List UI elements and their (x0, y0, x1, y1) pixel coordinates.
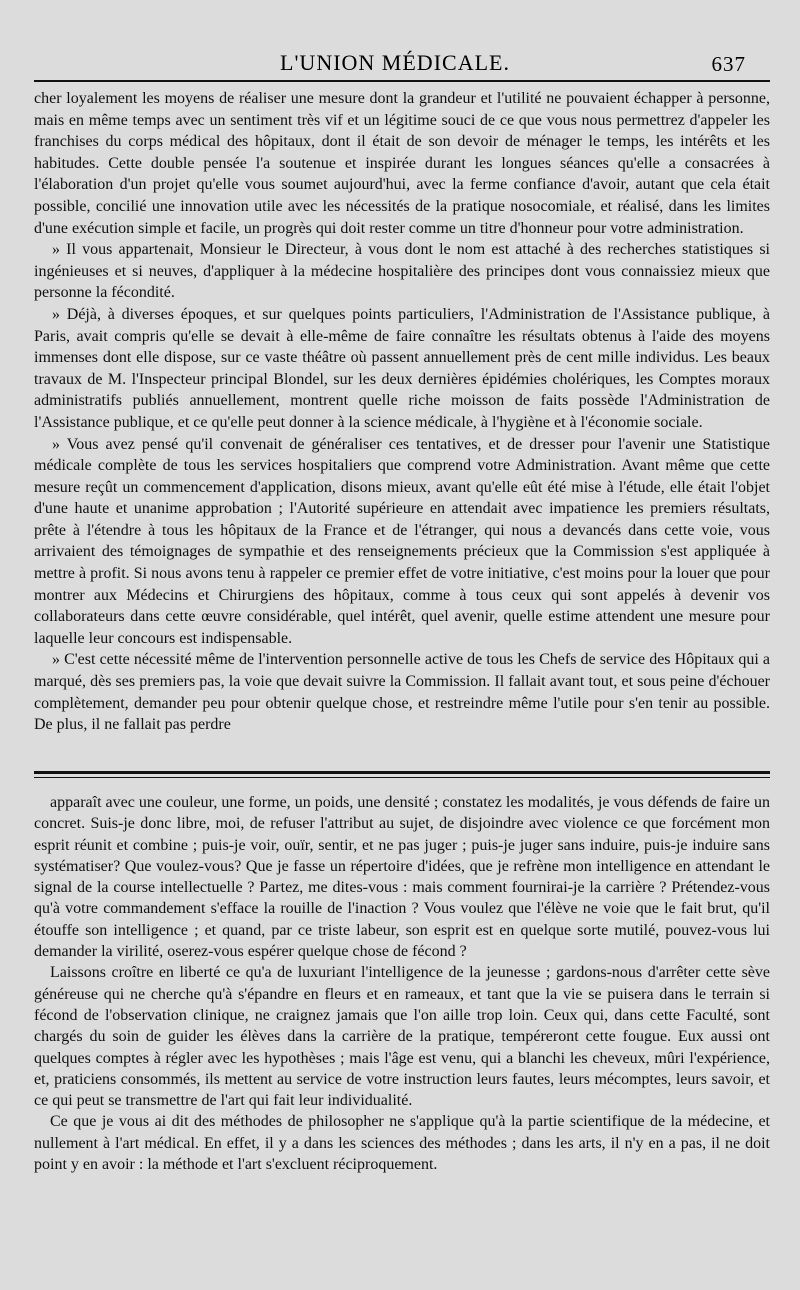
paragraph: Laissons croître en liberté ce qu'a de luxuriant l'intelligence de la jeunesse ; gardons-nous d'arrêter cette sève généreuse qui ne cherche qu'à s'épandre en fleurs et en rameaux, et tant que la vie se puisera dans le terrain si fécond de l'observation clinique, ne craignez jamais que l'on aille trop loin. Ceux qui, dans cette Faculté, sont chargés du soin de guider les élèves dans la carrière de la pratique, tempéreront cette fougue. Eux aussi ont quelques comptes à régler avec les hypothèses ; mais l'âge est venu, qui a blanchi les cheveux, mûri l'expérience, et, praticiens consommés, ils mettent au service de votre instruction leurs fautes, leurs mécomptes, leurs savoir, et ce qui peut se transmettre de l'art qui fait leur individualité. (34, 964, 770, 1110)
paragraph: » Vous avez pensé qu'il convenait de généraliser ces tentatives, et de dresser pour l'avenir une Statistique médicale complète de tous les services hospitaliers que comprend votre Administration. Avant même que cette mesure reçût un commencement d'application, disons mieux, avant qu'elle eût été mise à l'étude, elle était l'objet d'une haute et unanime approbation ; l'Autorité supérieure en attendait avec impatience les premiers résultats, prête à l'étendre à tous les hôpitaux de la France et de l'étranger, qui nous a devancés dans cette voie, vous arrivaient des témoignages de sympathie et des renseignements précieux que la Commission s'est appliquée à mettre à profit. Si nous avons tenu à rappeler ce premier effet de votre initiative, c'est moins pour la louer que pour montrer aux Médecins et Chirurgiens des hôpitaux, comme à tous ceux qui sont appelés à devenir vos collaborateurs dans cette œuvre considérable, quel intérêt, quel avenir, quelle estime attendent une mesure pour laquelle leur concours est indispensable. (34, 435, 770, 647)
paragraph: cher loyalement les moyens de réaliser une mesure dont la grandeur et l'utilité ne pouvaient échapper à personne, mais en même temps avec un sentiment très vif et un légitime souci de ce que vous nous permettrez d'appeler les franchises du corps médical des hôpitaux, dont il était de son devoir de ménager le temps, les intérêts et les habitudes. Cette double pensée l'a soutenue et inspirée durant les longues séances qu'elle a consacrées à l'élaboration d'un projet qu'elle vous soumet aujourd'hui, avec la ferme confiance d'avoir, autant que cela était possible, concilié une innovation utile avec les nécessités de la pratique nosocomiale, et réalisé, dans les limites d'une exécution simple et facile, un progrès qui doit rester comme un titre d'honneur pour votre administration. (34, 90, 770, 237)
page-number: 637 (711, 52, 746, 76)
section-divider-thin (34, 777, 770, 778)
paragraph: » Il vous appartenait, Monsieur le Directeur, à vous dont le nom est attaché à des recherches statistiques si ingénieuses et si neuves, d'appliquer à la médecine hospitalière des principes dont vous connaissiez mieux que personne la fécondité. (34, 241, 770, 302)
section-divider-thick (34, 771, 770, 774)
running-header (40, 48, 750, 78)
header-rule (34, 80, 770, 82)
paragraph: » C'est cette nécessité même de l'intervention personnelle active de tous les Chefs de service des Hôpitaux qui a marqué, dès ses premiers pas, la voie que devait suivre la Commission. Il fallait avant tout, et sous peine d'échouer complètement, demander peu pour obtenir quelque chose, et restreindre même l'utile pour s'en tenir au possible. De plus, il ne fallait pas perdre (34, 651, 770, 734)
paragraph: apparaît avec une couleur, une forme, un poids, une densité ; constatez les modalités, je vous défends de faire un concret. Suis-je donc libre, moi, de refuser l'attribut au sujet, de disjoindre avec violence ce que forcément mon esprit réunit et combine ; puis-je voir, ouïr, sentir, et ne pas juger ; puis-je juger sans induire, puis-je induire sans systématiser? Que voulez-vous? Que je fasse un répertoire d'idées, que je refrène mon intelligence en attendant le signal de la course intellectuelle ? Partez, me dites-vous : mais comment fournirai-je la carrière ? Prétendez-vous qu'à votre commandement s'efface la rouille de l'inaction ? Vous voulez que l'élève ne voie que le fait brut, qu'il étouffe son intelligence ; et quand, par ce triste labeur, son esprit est en quelque sorte mutilé, pouvez-vous lui demander la virilité, oserez-vous espérer quelque chose de fécond ? (34, 794, 770, 961)
journal-title: L'UNION MÉDICALE. (280, 50, 510, 75)
lower-column (34, 792, 770, 1175)
upper-column (34, 88, 770, 736)
paragraph: » Déjà, à diverses époques, et sur quelques points particuliers, l'Administration de l'Assistance publique, à Paris, avait compris qu'elle se devait à elle-même de faire connaître les résultats obtenus à l'aide des moyens immenses dont elle dispose, sur ce vaste théâtre où passent annuellement près de cent mille individus. Les beaux travaux de M. l'Inspecteur principal Blondel, sur les deux dernières épidémies cholériques, les Comptes moraux administratifs publiés annuellement, montrent quelle riche moisson de faits possède l'Administration de l'Assistance publique, et ce qu'elle peut donner à la science médicale, à l'hygiène et à l'économie sociale. (34, 305, 770, 431)
paragraph: Ce que je vous ai dit des méthodes de philosopher ne s'applique qu'à la partie scientifique de la médecine, et nullement à l'art médical. En effet, il y a dans les sciences des méthodes ; dans les arts, il n'y en a pas, il ne doit point y en avoir : la méthode et l'art s'excluent réciproquement. (34, 1113, 770, 1174)
